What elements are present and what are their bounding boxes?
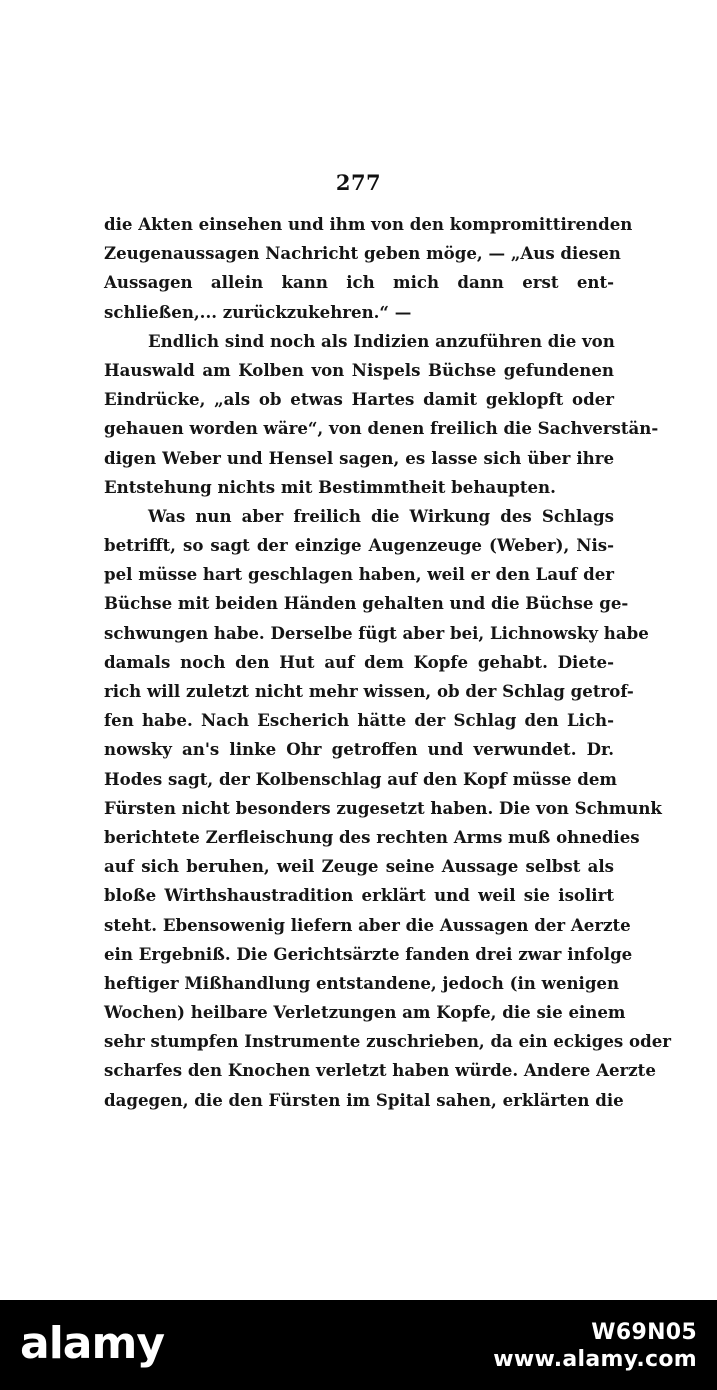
text-line: Hodes sagt, der Kolbenschlag auf den Kopf müsse dem <box>104 768 617 789</box>
text-line: nowsky an's linke Ohr getroffen und verwundet. Dr. <box>104 739 614 760</box>
text-line: gehauen worden wäre“, von denen freilich die Sachverstän- <box>104 418 659 439</box>
text-line: sehr stumpfen Instrumente zuschrieben, da ein eckiges oder <box>104 1031 671 1052</box>
text-line: bloße Wirthshaustradition erklärt und weil sie isolirt <box>104 885 614 906</box>
text-line: Büchse mit beiden Händen gehalten und die Büchse ge- <box>104 593 629 614</box>
text-line: schließen,... zurückzukehren.“ — <box>104 301 412 322</box>
text-line: Wochen) heilbare Verletzungen am Kopfe, die sie einem <box>104 1002 626 1023</box>
website-url: www.alamy.com <box>493 1347 697 1372</box>
text-line: digen Weber und Hensel sagen, es lasse sich über ihre <box>104 447 614 468</box>
text-line: pel müsse hart geschlagen haben, weil er den Lauf der <box>104 564 614 585</box>
text-line: Zeugenaussagen Nachricht geben möge, — „Aus diesen <box>104 243 621 264</box>
text-line: die Akten einsehen und ihm von den kompromittirenden <box>104 214 633 234</box>
footer-info <box>493 1320 697 1372</box>
text-line: fen habe. Nach Escherich hätte der Schlag den Lich- <box>104 710 614 731</box>
text-line: ein Ergebniß. Die Gerichtsärzte fanden drei zwar infolge <box>104 943 633 964</box>
text-line: Eindrücke, „als ob etwas Hartes damit geklopft oder <box>104 389 614 410</box>
page-number: 277 <box>335 170 382 195</box>
body-text <box>104 210 671 1115</box>
image-id: W69N05 <box>591 1320 697 1345</box>
text-line: Was nun aber freilich die Wirkung des Schlags <box>148 505 614 526</box>
text-line: steht. Ebensowenig liefern aber die Aussagen der Aerzte <box>104 914 631 935</box>
text-line: Fürsten nicht besonders zugesetzt haben. Die von Schmunk <box>104 797 662 818</box>
text-line: schwungen habe. Derselbe fügt aber bei, Lichnowsky habe <box>104 622 649 643</box>
text-line: berichtete Zerfleischung des rechten Arms muß ohnedies <box>104 826 640 847</box>
text-line: betrifft, so sagt der einzige Augenzeuge (Weber), Nis- <box>104 535 614 556</box>
text-line: auf sich beruhen, weil Zeuge seine Aussage selbst als <box>104 856 614 877</box>
text-line: dagegen, die den Fürsten im Spital sahen, erklärten die <box>104 1089 624 1110</box>
text-line: Endlich sind noch als Indizien anzuführen die von <box>148 330 615 351</box>
text-line: scharfes den Knochen verletzt haben würde. Andere Aerzte <box>104 1060 656 1081</box>
text-line: Aussagen allein kann ich mich dann erst ent- <box>104 272 614 293</box>
text-line: Entstehung nichts mit Bestimmtheit behaupten. <box>104 476 556 497</box>
stock-photo-footer <box>0 1300 717 1390</box>
text-line: heftiger Mißhandlung entstandene, jedoch (in wenigen <box>104 972 620 993</box>
text-line: rich will zuletzt nicht mehr wissen, ob der Schlag getrof- <box>104 681 634 701</box>
alamy-logo: alamy <box>20 1318 164 1369</box>
text-line: damals noch den Hut auf dem Kopfe gehabt. Diete- <box>104 651 614 672</box>
text-line: Hauswald am Kolben von Nispels Büchse gefundenen <box>104 359 614 380</box>
